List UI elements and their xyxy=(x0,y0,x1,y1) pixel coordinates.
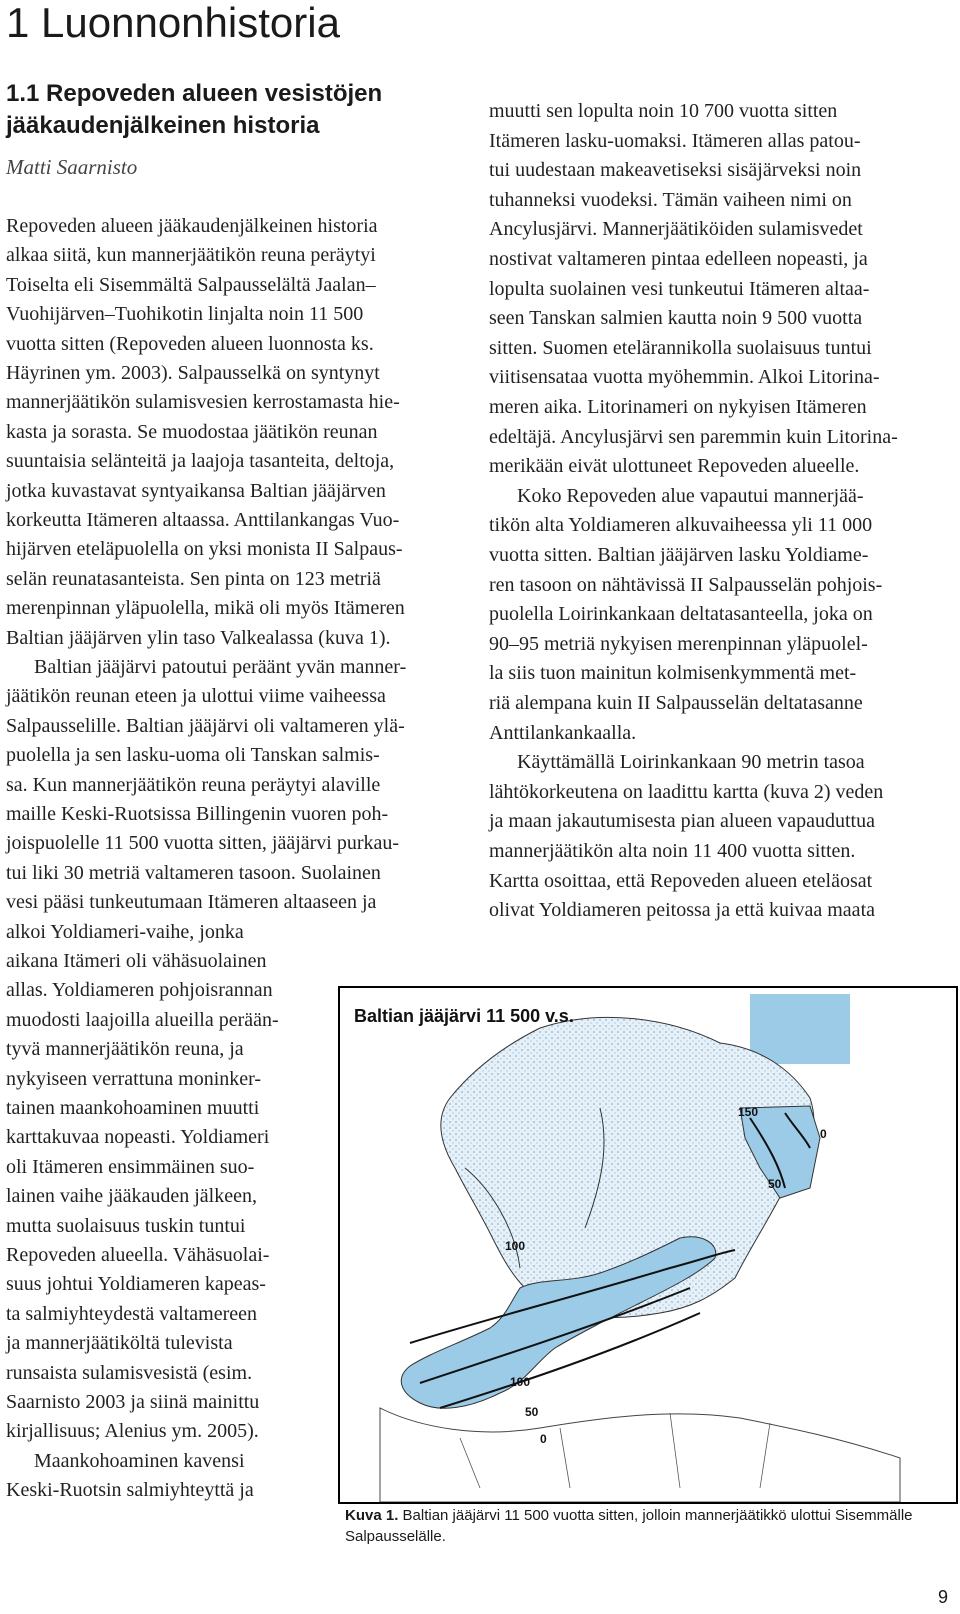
text-line: sa. Kun mannerjäätikön reuna peräytyi alaville xyxy=(6,773,381,796)
text-line: vesi pääsi tunkeutumaan Itämeren altaaseen ja xyxy=(6,891,377,914)
section-title xyxy=(6,78,426,142)
text-line: nostivat valtameren pintaa edelleen nopeasti, ja xyxy=(489,248,868,270)
text-line: Kartta osoittaa, että Repoveden alueen eteläosat xyxy=(489,869,873,892)
author: Matti Saarnisto xyxy=(6,155,138,179)
text-line: viitisensataa vuotta myöhemmin. Alkoi Litorina- xyxy=(489,366,880,389)
text-line: muutti sen lopulta noin 10 700 vuotta sitten xyxy=(489,100,838,122)
section-title-line: 1.1 Repoveden alueen vesistöjen xyxy=(6,80,383,107)
text-line: seen Tanskan salmien kautta noin 9 500 vuotta xyxy=(489,307,863,330)
text-line: Anttilankankaalla. xyxy=(489,721,637,744)
text-line: korkeutta Itämeren altaassa. Anttilankangas Vuo- xyxy=(6,509,400,531)
map-title: Baltian jääjärvi 11 500 v.s. xyxy=(354,1006,574,1026)
text-line: Toiselta eli Sisemmältä Salpausselältä Jaalan– xyxy=(6,273,376,296)
text-line: tuhanneksi vuodeksi. Tämän vaiheen nimi on xyxy=(489,188,852,211)
text-line: Koko Repoveden alue vapautui mannerjää- xyxy=(517,484,864,507)
caption-label: Kuva 1. xyxy=(345,1507,399,1524)
text-line: joispuolelle 11 500 vuotta sitten, jääjärvi purkau- xyxy=(6,832,400,855)
text-line: hijärven eteläpuolella on yksi monista II Salpaus- xyxy=(6,538,403,561)
text-line: ja maan jakautumisesta pian alueen vapauduttua xyxy=(489,810,875,833)
text-line: Repoveden alueen jääkaudenjälkeinen historia xyxy=(6,215,378,237)
map-image xyxy=(340,988,956,1502)
text-line: Käyttämällä Loirinkankaan 90 metrin tasoa xyxy=(517,751,865,774)
text-line: Itämeren lasku-uomaksi. Itämeren allas patou- xyxy=(489,129,861,152)
text-line: muodosti laajoilla alueilla perään- xyxy=(6,1008,279,1031)
text-line: merenpinnan yläpuolella, mikä oli myös Itämeren xyxy=(6,597,405,620)
section-title-line: jääkaudenjälkeinen historia xyxy=(6,112,320,139)
text-line: kasta ja sorasta. Se muodostaa jäätikön reunan xyxy=(6,420,378,443)
map-figure xyxy=(338,986,958,1504)
text-line: lainen vaihe jääkauden jälkeen, xyxy=(6,1185,257,1208)
text-line: vuotta sitten (Repoveden alueen luonnosta ks. xyxy=(6,332,374,355)
text-line: Repoveden alueella. Vähäsuolai- xyxy=(6,1244,270,1266)
text-line: sitten. Suomen etelärannikolla suolaisuus tuntui xyxy=(489,336,872,359)
text-line: Baltian jääjärven ylin taso Valkealassa (kuva 1). xyxy=(6,626,391,649)
text-line: 90–95 metriä nykyisen merenpinnan yläpuolel- xyxy=(489,632,868,655)
text-line: lopulta suolainen vesi tunkeutui Itämeren altaa- xyxy=(489,277,870,300)
text-line: selän reunatasanteista. Sen pinta on 123 metriä xyxy=(6,567,381,590)
text-line: ja mannerjäätiköltä tulevista xyxy=(6,1332,233,1355)
text-line: Baltian jääjärvi patoutui peräänt yvän manner- xyxy=(34,656,407,678)
text-line: puolella Loirinkankaan deltatasanteella, joka on xyxy=(489,603,873,626)
text-line: jäätikön reunan eteen ja ulottui viime vaiheessa xyxy=(6,685,386,708)
chapter-title: 1 Luonnonhistoria xyxy=(6,0,340,46)
text-line: puolella ja sen lasku-uoma oli Tanskan salmis- xyxy=(6,744,380,767)
text-line: mannerjäätikön sulamisvesien kerrostamasta hie- xyxy=(6,391,400,414)
text-line: Häyrinen ym. 2003). Salpausselkä on syntynyt xyxy=(6,362,380,384)
contour-label: 0 xyxy=(540,1432,547,1446)
text-line: la siis tuon mainitun kolmisenkymmentä met- xyxy=(489,662,857,685)
text-line: Saarnisto 2003 ja siinä mainittu xyxy=(6,1391,260,1413)
text-line: merikään eivät ulottuneet Repoveden alueelle. xyxy=(489,455,860,478)
text-line: allas. Yoldiameren pohjoisrannan xyxy=(6,979,273,1002)
text-line: Ancylusjärvi. Mannerjäätiköiden sulamisvedet xyxy=(489,218,863,241)
text-line: kirjallisuus; Alenius ym. 2005). xyxy=(6,1420,259,1443)
text-line: tui liki 30 metriä valtameren tasoon. Suolainen xyxy=(6,861,381,884)
text-line: Keski-Ruotsin salmiyhteyttä ja xyxy=(6,1479,254,1502)
text-line: aikana Itämeri oli vähäsuolainen xyxy=(6,950,267,972)
text-line: riä alempana kuin II Salpausselän deltatasanne xyxy=(489,692,863,714)
page-number: 9 xyxy=(938,1587,949,1607)
text-line: tyvä mannerjäätikön reuna, ja xyxy=(6,1038,244,1061)
text-line: karttakuvaa nopeasti. Yoldiameri xyxy=(6,1126,270,1149)
text-line: ta salmiyhteydestä valtamereen xyxy=(6,1302,258,1325)
text-line: alkaa siitä, kun mannerjäätikön reuna peräytyi xyxy=(6,244,376,267)
contour-label: 50 xyxy=(768,1177,782,1191)
text-line: jotka kuvastavat syntyaikansa Baltian jääjärven xyxy=(6,479,386,502)
contour-label: 50 xyxy=(525,1405,539,1419)
text-line: mannerjäätikön alta noin 11 400 vuotta sitten. xyxy=(489,840,856,862)
text-line: oli Itämeren ensimmäinen suo- xyxy=(6,1155,255,1178)
text-line: olivat Yoldiameren peitossa ja että kuivaa maata xyxy=(489,899,875,922)
text-line: maille Keski-Ruotsissa Billingenin vuoren poh- xyxy=(6,803,389,825)
text-line: suus johtui Yoldiameren kapeas- xyxy=(6,1273,266,1296)
text-line: Salpausselille. Baltian jääjärvi oli valtameren ylä- xyxy=(6,714,405,737)
text-line: lähtökorkeutena on laadittu kartta (kuva 2) veden xyxy=(489,780,884,803)
text-line: edeltäjä. Ancylusjärvi sen paremmin kuin Litorina- xyxy=(489,425,898,448)
text-line: ren tasoon on nähtävissä II Salpausselän pohjois- xyxy=(489,573,883,596)
text-line: tui uudestaan makeavetiseksi sisäjärveksi noin xyxy=(489,159,862,182)
figure-caption xyxy=(345,1505,955,1547)
text-line: Maankohoaminen kavensi xyxy=(34,1449,245,1472)
text-line: mutta suolaisuus tuskin tuntui xyxy=(6,1214,246,1237)
text-line: runsaista sulamisvesistä (esim. xyxy=(6,1361,253,1384)
text-line: suuntaisia selänteitä ja laajoja tasanteita, deltoja, xyxy=(6,450,395,473)
text-line: meren aika. Litorinameri on nykyisen Itämeren xyxy=(489,396,867,418)
contour-label: 0 xyxy=(820,1127,827,1141)
text-line: vuotta sitten. Baltian jääjärven lasku Yoldiame- xyxy=(489,544,869,566)
arctic-sea xyxy=(750,994,850,1064)
text-line: Vuohijärven–Tuohikotin linjalta noin 11 500 xyxy=(6,303,364,326)
contour-label: 150 xyxy=(738,1105,759,1119)
contour-label: 100 xyxy=(510,1375,531,1389)
text-line: alkoi Yoldiameri-vaihe, jonka xyxy=(6,920,244,943)
text-line: tikön alta Yoldiameren alkuvaiheessa yli 11 000 xyxy=(489,514,873,537)
text-line: nykyiseen verrattuna moninker- xyxy=(6,1067,262,1090)
text-line: tainen maankohoaminen muutti xyxy=(6,1097,260,1119)
caption-text: Baltian jääjärvi 11 500 vuotta sitten, jolloin mannerjäätikkö ulottui Sisemmälle Salpausselälle. xyxy=(345,1507,913,1545)
contour-label: 100 xyxy=(505,1239,526,1253)
